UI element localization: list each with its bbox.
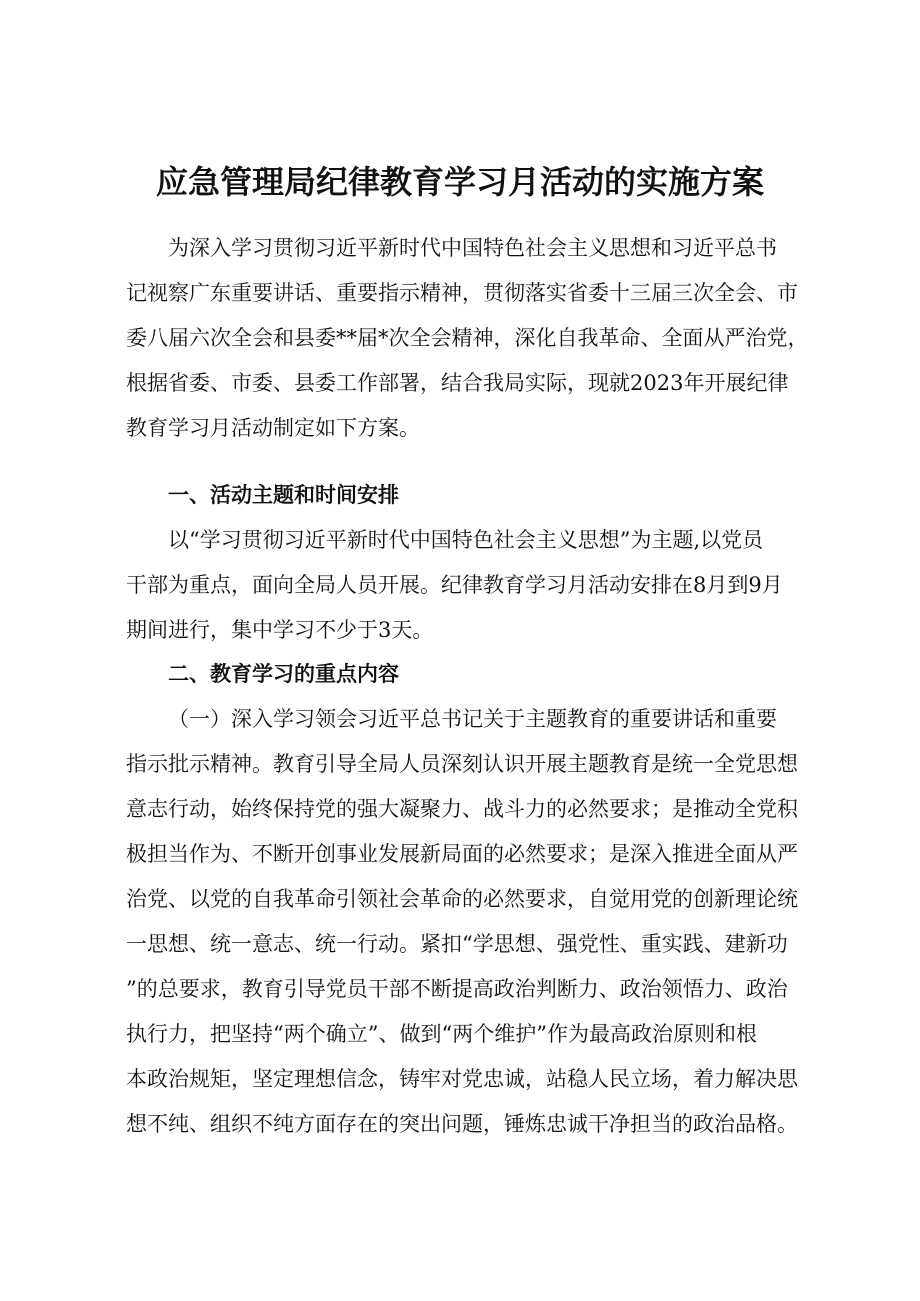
paragraph-line: 想不纯、组织不纯方面存在的突出问题，锤炼忠诚干净担当的政治品格。	[126, 1112, 798, 1136]
paragraph-line: 委八届六次全会和县委**届*次全会精神，深化自我革命、全面从严治党，	[126, 326, 809, 350]
paragraph-line: 干部为重点，面向全局人员开展。纪律教育学习月活动安排在8月到9月	[126, 573, 783, 597]
paragraph-line: 为深入学习贯彻习近平新时代中国特色社会主义思想和习近平总书	[168, 236, 777, 260]
paragraph-line: 执行力，把坚持“两个确立”、做到“两个维护”作为最高政治原则和根	[126, 1022, 757, 1046]
paragraph-line: 指示批示精神。教育引导全局人员深刻认识开展主题教育是统一全党思想	[126, 752, 798, 776]
paragraph-line: 教育学习月活动制定如下方案。	[126, 416, 420, 440]
paragraph-line: （一）深入学习领会习近平总书记关于主题教育的重要讲话和重要	[168, 707, 777, 731]
paragraph-line: 根据省委、市委、县委工作部署，结合我局实际，现就2023年开展纪律	[126, 371, 789, 395]
paragraph-line: 以“学习贯彻习近平新时代中国特色社会主义思想”为主题,以党员	[168, 528, 764, 552]
paragraph-line: ”的总要求，教育引导党员干部不断提高政治判断力、政治领悟力、政治	[126, 977, 788, 1001]
paragraph-line: 本政治规矩，坚定理想信念，铸牢对党忠诚，站稳人民立场，着力解决思	[126, 1067, 798, 1091]
paragraph-line: 治党、以党的自我革命引领社会革命的必然要求，自觉用党的创新理论统	[126, 887, 798, 911]
section-2-paragraph	[126, 697, 810, 1147]
paragraph-line: 期间进行，集中学习不少于3天。	[126, 618, 434, 642]
paragraph-line: 意志行动，始终保持党的强大凝聚力、战斗力的必然要求；是推动全党积	[126, 797, 798, 821]
intro-paragraph	[126, 226, 810, 451]
paragraph-line: 记视察广东重要讲话、重要指示精神，贯彻落实省委十三届三次全会、市	[126, 281, 798, 305]
section-heading-2: 二、教育学习的重点内容	[168, 662, 399, 686]
section-heading-1: 一、活动主题和时间安排	[168, 483, 399, 507]
paragraph-line: 极担当作为、不断开创事业发展新局面的必然要求；是深入推进全面从严	[126, 842, 798, 866]
paragraph-line: 一思想、统一意志、统一行动。紧扣“学思想、强党性、重实践、建新功	[126, 932, 788, 956]
document-title: 应急管理局纪律教育学习月活动的实施方案	[155, 163, 764, 201]
section-1-paragraph	[126, 518, 810, 653]
